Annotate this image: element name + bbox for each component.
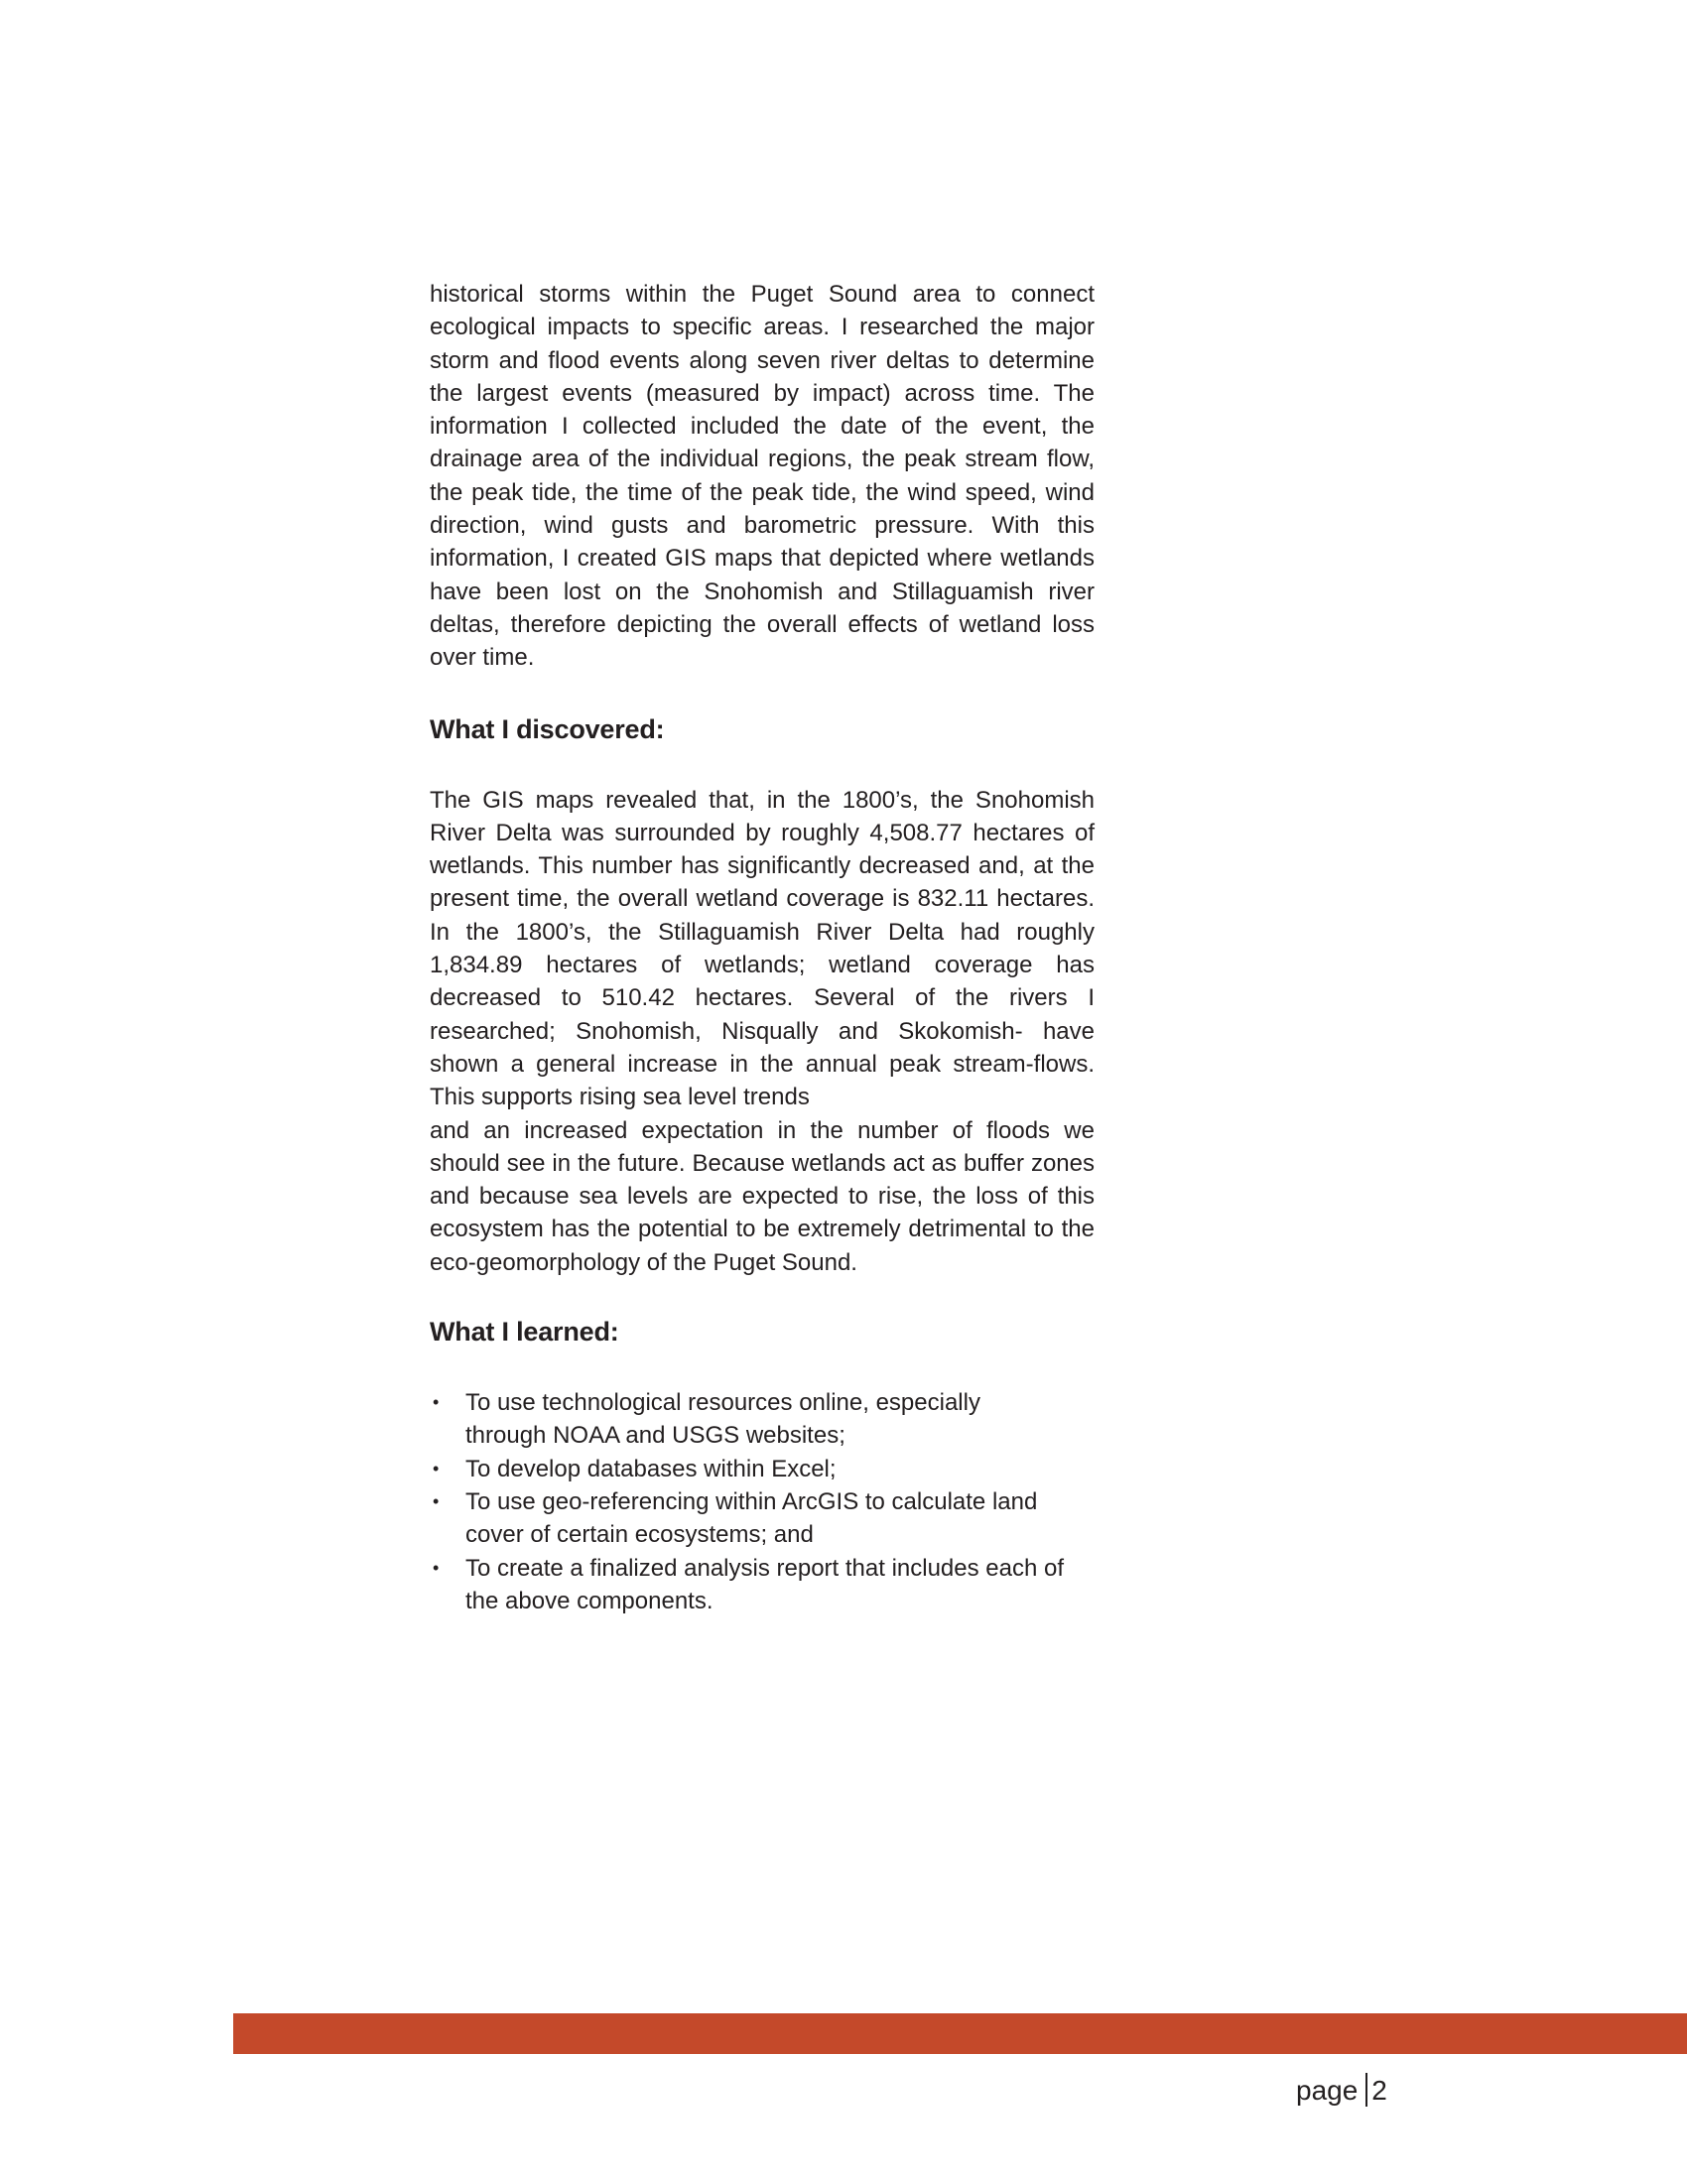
learned-item-text: To use technological resources online, especially through NOAA and USGS websites; [465,1389,980,1450]
learned-item-4 [430,1552,1065,1618]
learned-list [430,1386,1095,1617]
page-number [1296,2073,1387,2109]
learned-item-text: To use geo-referencing within ArcGIS to calculate land cover of certain ecosystems; and [465,1487,1038,1549]
learned-item-text: To develop databases within Excel; [465,1455,837,1482]
learned-heading: What I learned: [430,1317,619,1348]
bullet-icon: • [433,1557,440,1578]
discovered-paragraph-part1: The GIS maps revealed that, in the 1800’s, the Snohomish River Delta was surrounded by roughly 4,508.77 hectares of wetlands. This number has significantly decreased and, at the present time, the overall wetland coverage is 832.11 hectares. In the 1800’s, the Stillaguamish River Delta had roughly 1,834.89 hectares of wetlands; wetland coverage has decreased to 510.42 hectares. Several of the rivers I researched; Snohomish, Nisqually and Skokomish- have shown a general increase in the annual peak stream-flows. This supports rising sea level trends [430,786,1095,1111]
learned-item-2 [430,1453,1065,1485]
bullet-icon: • [433,1458,440,1478]
bullet-icon: • [433,1490,440,1511]
intro-paragraph: historical storms within the Puget Sound area to connect ecological impacts to specific areas. I researched the major storm and flood events along seven river deltas to determine the largest events (measured by impact) across time. The information I collected included the date of the event, the drainage area of the individual regions, the peak stream flow, the peak tide, the time of the peak tide, the wind speed, wind direction, wind gusts and barometric pressure. With this information, I created GIS maps that depicted where wetlands have been lost on the Snohomish and Stillaguamish river deltas, therefore depicting the overall effects of wetland loss over time. [430,281,1095,672]
page-body [430,278,1095,1617]
learned-item-1 [430,1386,1065,1453]
learned-item-3 [430,1485,1065,1552]
discovered-heading: What I discovered: [430,713,665,744]
page-separator [1365,2073,1367,2107]
bullet-icon: • [433,1392,440,1413]
learned-item-text: To create a finalized analysis report that includes each of the above components. [465,1554,1065,1614]
page-number-value: 2 [1371,2075,1387,2106]
discovered-paragraph-part2: and an increased expectation in the number of floods we should see in the future. Because wetlands act as buffer zones and because sea levels are expected to rise, the loss of this ecosystem has the potential to be extremely detrimental to the eco-geomorphology of the Puget Sound. [430,1116,1095,1276]
page-label: page [1296,2075,1359,2106]
footer-accent-bar [233,2013,1687,2054]
discovered-paragraph [430,784,1095,1279]
